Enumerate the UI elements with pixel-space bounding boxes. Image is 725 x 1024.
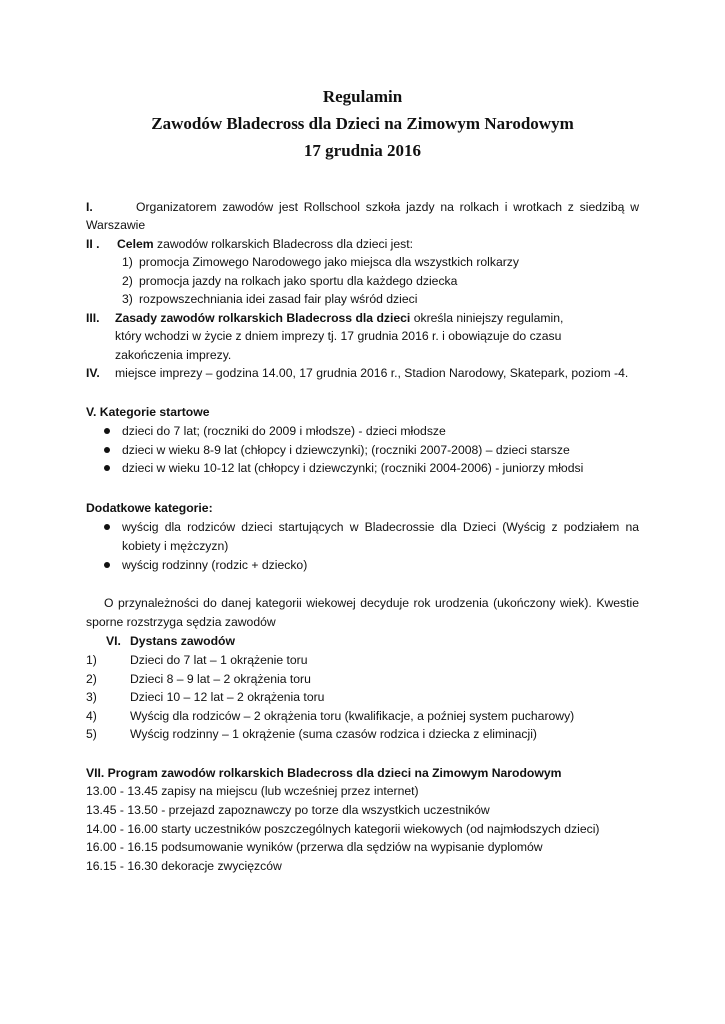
sec5-item: dzieci do 7 lat; (roczniki do 2009 i młodsze) - dzieci młodsze [122, 424, 446, 438]
extra-heading: Dodatkowe kategorie: [86, 501, 213, 515]
sec7-heading: VII. Program zawodów rolkarskich Bladecross dla dzieci na Zimowym Narodowym [86, 766, 562, 780]
bullet-icon [104, 428, 110, 434]
doc-title: Regulamin [322, 87, 403, 106]
sec3-bold: Zasady zawodów rolkarskich Bladecross dla dzieci [115, 311, 411, 325]
sec1-text-line1: Organizatorem zawodów jest Rollschool szkoła jazdy na rolkach i wrotkach z siedzibą w [136, 200, 639, 214]
extra-item1-line1: wyścig dla rodziców dzieci startujących w Bladecrossie dla Dzieci (Wyścig z podziałem na [122, 520, 639, 534]
bullet-icon [104, 562, 110, 568]
bullet-icon [104, 447, 110, 453]
doc-subtitle: Zawodów Bladecross dla Dzieci na Zimowym Narodowym [151, 114, 574, 133]
sec6-item-num: 5) [86, 727, 97, 741]
sec3-line2: który wchodzi w życie z dniem imprezy tj. 17 grudnia 2016 r. i obowiązuje do czasu [115, 329, 562, 343]
sec6-item-num: 1) [86, 653, 97, 667]
program-item: 13.45 - 13.50 - przejazd zapoznawczy po torze dla wszystkich uczestników [86, 803, 490, 817]
sec6-item-text: Wyścig rodzinny – 1 okrążenie (suma czasów rodzica i dziecka z eliminacji) [130, 727, 537, 741]
program-item: 16.15 - 16.30 dekoracje zwycięzców [86, 859, 282, 873]
extra-note-line1: O przynależności do danej kategorii wiekowej decyduje rok urodzenia (ukończony wiek). Kwestie [104, 596, 639, 610]
sec3-line1 [115, 309, 563, 328]
sec1-text-line2: Warszawie [86, 218, 146, 232]
sec2-item-text: promocja jazdy na rolkach jako sportu dla każdego dziecka [139, 274, 458, 288]
sec5-heading: V. Kategorie startowe [86, 405, 210, 419]
sec1-number: I. [86, 200, 93, 214]
extra-item1-line2: kobiety i mężczyzn) [122, 539, 229, 553]
sec2-rest: zawodów rolkarskich Bladecross dla dzieci jest: [153, 237, 414, 251]
sec3-line3: zakończenia imprezy. [115, 348, 232, 362]
sec6-number: VI. [106, 634, 121, 648]
sec6-item-text: Wyścig dla rodziców – 2 okrążenia toru (kwalifikacje, a poźniej system pucharowy) [130, 709, 575, 723]
sec4-number: IV. [86, 366, 100, 380]
sec2-number: II . [86, 237, 100, 251]
bullet-icon [104, 524, 110, 530]
program-item: 16.00 - 16.15 podsumowanie wyników (przerwa dla sędziów na wypisanie dyplomów [86, 840, 543, 854]
sec2-intro [117, 235, 413, 254]
sec6-heading: Dystans zawodów [130, 634, 235, 648]
sec2-item-text: rozpowszechniania idei zasad fair play wśród dzieci [139, 292, 418, 306]
sec6-item-num: 2) [86, 672, 97, 686]
sec6-item-num: 4) [86, 709, 97, 723]
sec5-item: dzieci w wieku 10-12 lat (chłopcy i dziewczynki; (roczniki 2004-2006) - juniorzy młodsi [122, 461, 584, 475]
program-item: 13.00 - 13.45 zapisy na miejscu (lub wcześniej przez internet) [86, 784, 419, 798]
sec6-item-text: Dzieci 8 – 9 lat – 2 okrążenia toru [130, 672, 311, 686]
sec2-item-num: 2) [122, 274, 133, 288]
sec2-item-num: 3) [122, 292, 133, 306]
sec4-text: miejsce imprezy – godzina 14.00, 17 grudnia 2016 r., Stadion Narodowy, Skatepark, poziom -4. [115, 366, 629, 380]
sec2-item-num: 1) [122, 255, 133, 269]
sec2-bold: Celem [117, 237, 154, 251]
extra-note-line2: sporne rozstrzyga sędzia zawodów [86, 615, 276, 629]
sec2-item-text: promocja Zimowego Narodowego jako miejsca dla wszystkich rolkarzy [139, 255, 519, 269]
program-item: 14.00 - 16.00 starty uczestników poszczególnych kategorii wiekowych (od najmłodszych dzieci) [86, 822, 600, 836]
bullet-icon [104, 465, 110, 471]
sec6-item-text: Dzieci 10 – 12 lat – 2 okrążenia toru [130, 690, 325, 704]
sec6-item-num: 3) [86, 690, 97, 704]
sec6-item-text: Dzieci do 7 lat – 1 okrążenie toru [130, 653, 308, 667]
extra-item2: wyścig rodzinny (rodzic + dziecko) [122, 558, 308, 572]
sec3-rest: określa niniejszy regulamin, [410, 311, 564, 325]
sec3-number: III. [86, 311, 100, 325]
doc-date: 17 grudnia 2016 [303, 141, 422, 160]
sec5-item: dzieci w wieku 8-9 lat (chłopcy i dziewczynki); (roczniki 2007-2008) – dzieci starsze [122, 443, 570, 457]
